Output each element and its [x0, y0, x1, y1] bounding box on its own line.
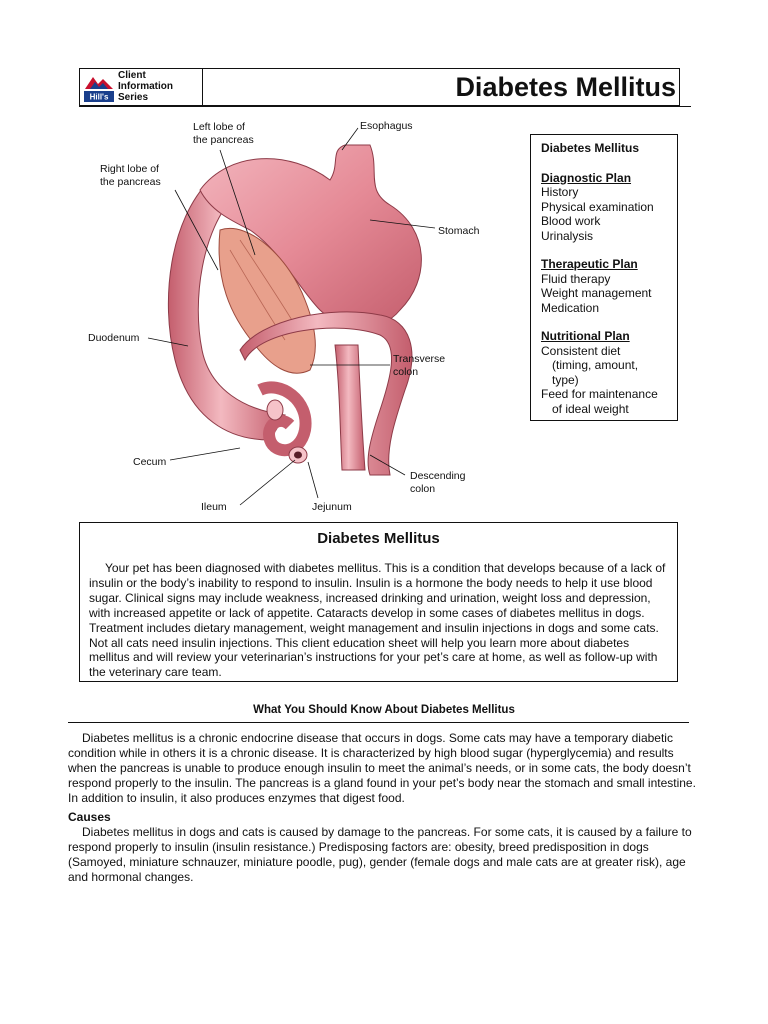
- document-header: [79, 68, 680, 106]
- therapeutic-plan-heading: Therapeutic Plan: [541, 257, 638, 271]
- plan-item: History: [541, 185, 579, 199]
- plan-item: Feed for maintenance: [541, 387, 658, 401]
- svg-text:Hill's: Hill's: [89, 92, 109, 102]
- anatomy-illustration: [80, 110, 530, 520]
- series-label: [118, 70, 173, 103]
- section-divider: [68, 722, 689, 723]
- section-heading: What You Should Know About Diabetes Mellitus: [253, 704, 515, 716]
- causes-paragraph: Diabetes mellitus in dogs and cats is caused by damage to the pancreas. For some cats, it is caused by a failure to respond properly to insulin (insulin resistance.) Predisposing factors are: obesity, breed predisposition in dogs (Samoyed, miniature schnauzer, miniature poodle, pug), gender (female dogs and male cats are at greater risk), age and hormonal changes.: [68, 825, 692, 884]
- plan-item: Fluid therapy: [541, 271, 611, 286]
- series-line: Series: [118, 92, 149, 103]
- label-left-lobe: Left lobe of the pancreas: [193, 121, 254, 146]
- label-jejunum: Jejunum: [312, 501, 352, 513]
- series-line: Information: [118, 81, 173, 92]
- plan-box-title: Diabetes Mellitus: [541, 141, 640, 155]
- plan-item: Weight management: [541, 286, 652, 300]
- summary-text: Your pet has been diagnosed with diabetes mellitus. This is a condition that develops because of a lack of insulin or the body’s inability to respond to insulin. Insulin is a hormone the body needs to help it use blood sugar. Clinical signs may include weakness, increased drinking and urination, weight loss and depression, with increased appetite or lack of appetite. Cataracts develop in some cases of diabetes mellitus in dogs. Treatment includes dietary management, weight management and insulin injections in dogs and some cats. Not all cats need insulin injections. This client education sheet will help you learn more about diabetes mellitus and will review your veterinarian’s instructions for your pet’s care at home, as well as follow-up with the veterinary care team.: [89, 561, 666, 680]
- diagnostic-plan: [541, 171, 677, 244]
- nutritional-plan: [541, 329, 677, 416]
- plan-item: (timing, amount,: [552, 358, 639, 372]
- label-stomach: Stomach: [438, 225, 480, 237]
- plan-item: Medication: [541, 300, 600, 315]
- nutritional-plan-heading: Nutritional Plan: [541, 329, 630, 343]
- plan-item: Urinalysis: [541, 228, 594, 243]
- plan-item: of ideal weight: [552, 401, 629, 416]
- plan-item: Blood work: [541, 214, 601, 228]
- summary-box: [79, 522, 678, 682]
- document-title: Diabetes Mellitus: [455, 72, 676, 102]
- logo-block: [80, 69, 203, 105]
- plan-summary-box: [530, 134, 678, 421]
- summary-title: Diabetes Mellitus: [317, 530, 440, 547]
- header-divider: [79, 106, 691, 107]
- diagnostic-plan-heading: Diagnostic Plan: [541, 170, 632, 185]
- plan-item: Physical examination: [541, 199, 654, 214]
- causes-heading: Causes: [68, 810, 111, 824]
- label-ileum: Ileum: [201, 501, 227, 513]
- plan-item: type): [552, 372, 579, 387]
- hills-logo-icon: [84, 72, 114, 102]
- label-descending-colon: Descending colon: [410, 470, 466, 495]
- series-line: Client: [118, 70, 146, 81]
- label-right-lobe: Right lobe of the pancreas: [100, 163, 161, 188]
- label-esophagus: Esophagus: [360, 120, 413, 132]
- label-cecum: Cecum: [133, 456, 167, 468]
- plan-item: Consistent diet: [541, 343, 621, 358]
- label-transverse-colon: Transverse colon: [393, 353, 446, 378]
- intro-paragraph: Diabetes mellitus is a chronic endocrine disease that occurs in dogs. Some cats may have a temporary diabetic condition while in others it is a chronic disease. It is characterized by high blood sugar (hyperglycemia) and results when the pancreas is unable to produce enough insulin to meet the animal’s needs, or in some cats, the body doesn’t respond properly to the insulin. The pancreas is a gland found in your pet’s body near the stomach and small intestine. In addition to insulin, it also produces enzymes that digest food.: [68, 731, 696, 805]
- therapeutic-plan: [541, 257, 677, 315]
- label-duodenum: Duodenum: [88, 332, 140, 344]
